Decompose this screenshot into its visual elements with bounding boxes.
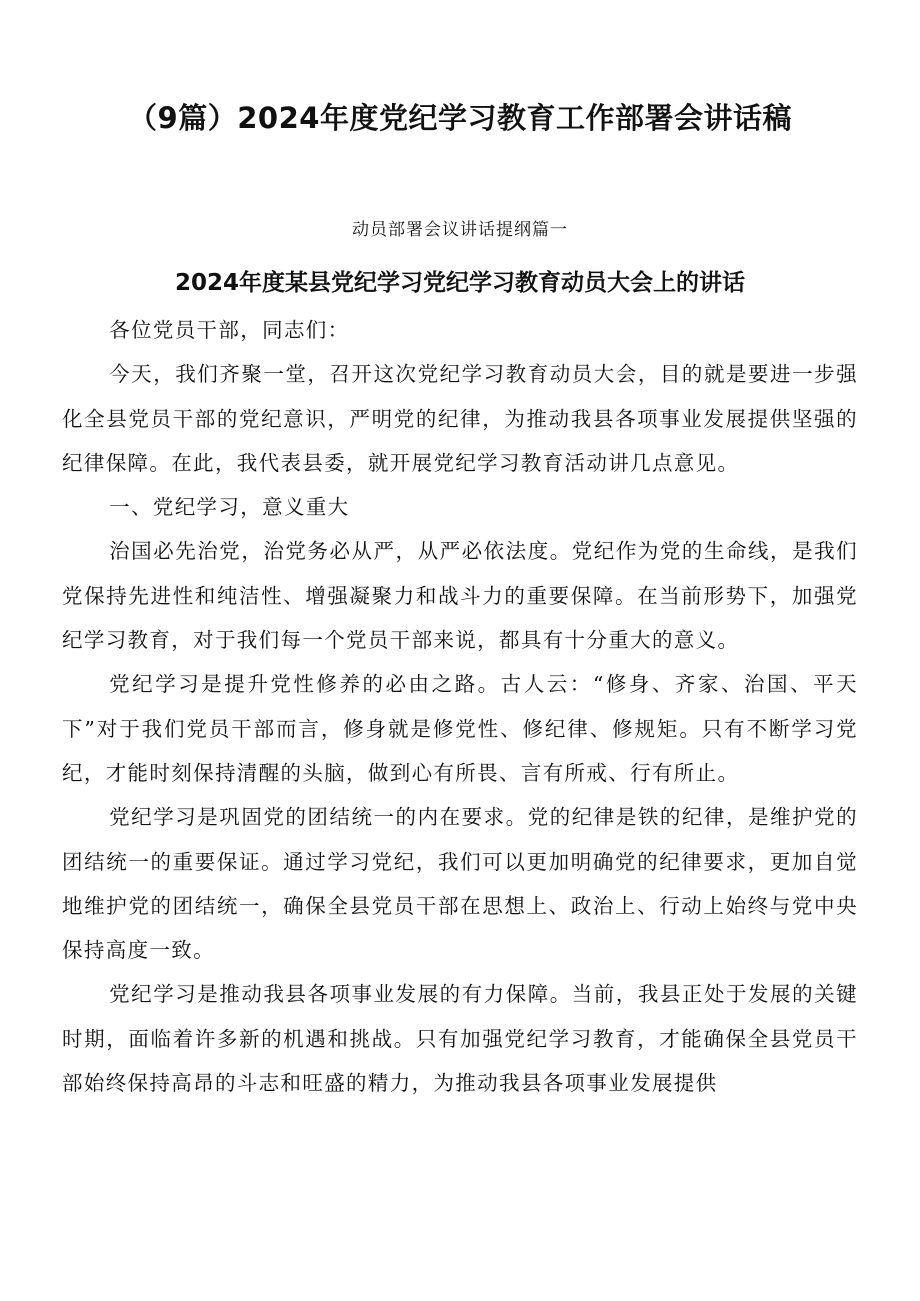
speech-body bbox=[62, 308, 858, 1105]
body-paragraph: 党纪学习是推动我县各项事业发展的有力保障。当前，我县正处于发展的关键时期，面临着许多新的机遇和挑战。只有加强党纪学习教育，才能确保全县党员干部始终保持高昂的斗志和旺盛的精力，为推动我县各项事业发展提供 bbox=[62, 982, 858, 1096]
salutation-paragraph: 各位党员干部，同志们： bbox=[109, 318, 350, 342]
document-title: （9篇）2024年度党纪学习教育工作部署会讲话稿 bbox=[128, 101, 792, 135]
speech-title: 2024年度某县党纪学习党纪学习教育动员大会上的讲话 bbox=[174, 270, 745, 296]
section-label: 动员部署会议讲话提纲篇一 bbox=[352, 220, 568, 240]
opening-paragraph: 今天，我们齐聚一堂，召开这次党纪学习教育动员大会，目的就是要进一步强化全县党员干部的党纪意识，严明党的纪律，为推动我县各项事业发展提供坚强的纪律保障。在此，我代表县委，就开展党纪学习教育活动讲几点意见。 bbox=[62, 362, 858, 475]
body-paragraph: 治国必先治党，治党务必从严，从严必依法度。党纪作为党的生命线，是我们党保持先进性和纯洁性、增强凝聚力和战斗力的重要保障。在当前形势下，加强党纪学习教育，对于我们每一个党员干部来说，都具有十分重大的意义。 bbox=[62, 539, 858, 653]
body-paragraph: 党纪学习是巩固党的团结统一的内在要求。党的纪律是铁的纪律，是维护党的团结统一的重要保证。通过学习党纪，我们可以更加明确党的纪律要求，更加自觉地维护党的团结统一，确保全县党员干部在思想上、政治上、行动上始终与党中央保持高度一致。 bbox=[62, 805, 858, 963]
section-heading-one: 一、党纪学习，意义重大 bbox=[109, 495, 350, 520]
body-paragraph: 党纪学习是提升党性修养的必由之路。古人云：“修身、齐家、治国、平天下”对于我们党员干部而言，修身就是修党性、修纪律、修规矩。只有不断学习党纪，才能时刻保持清醒的头脑，做到心有所畏、言有所戒、行有所止。 bbox=[62, 672, 858, 785]
